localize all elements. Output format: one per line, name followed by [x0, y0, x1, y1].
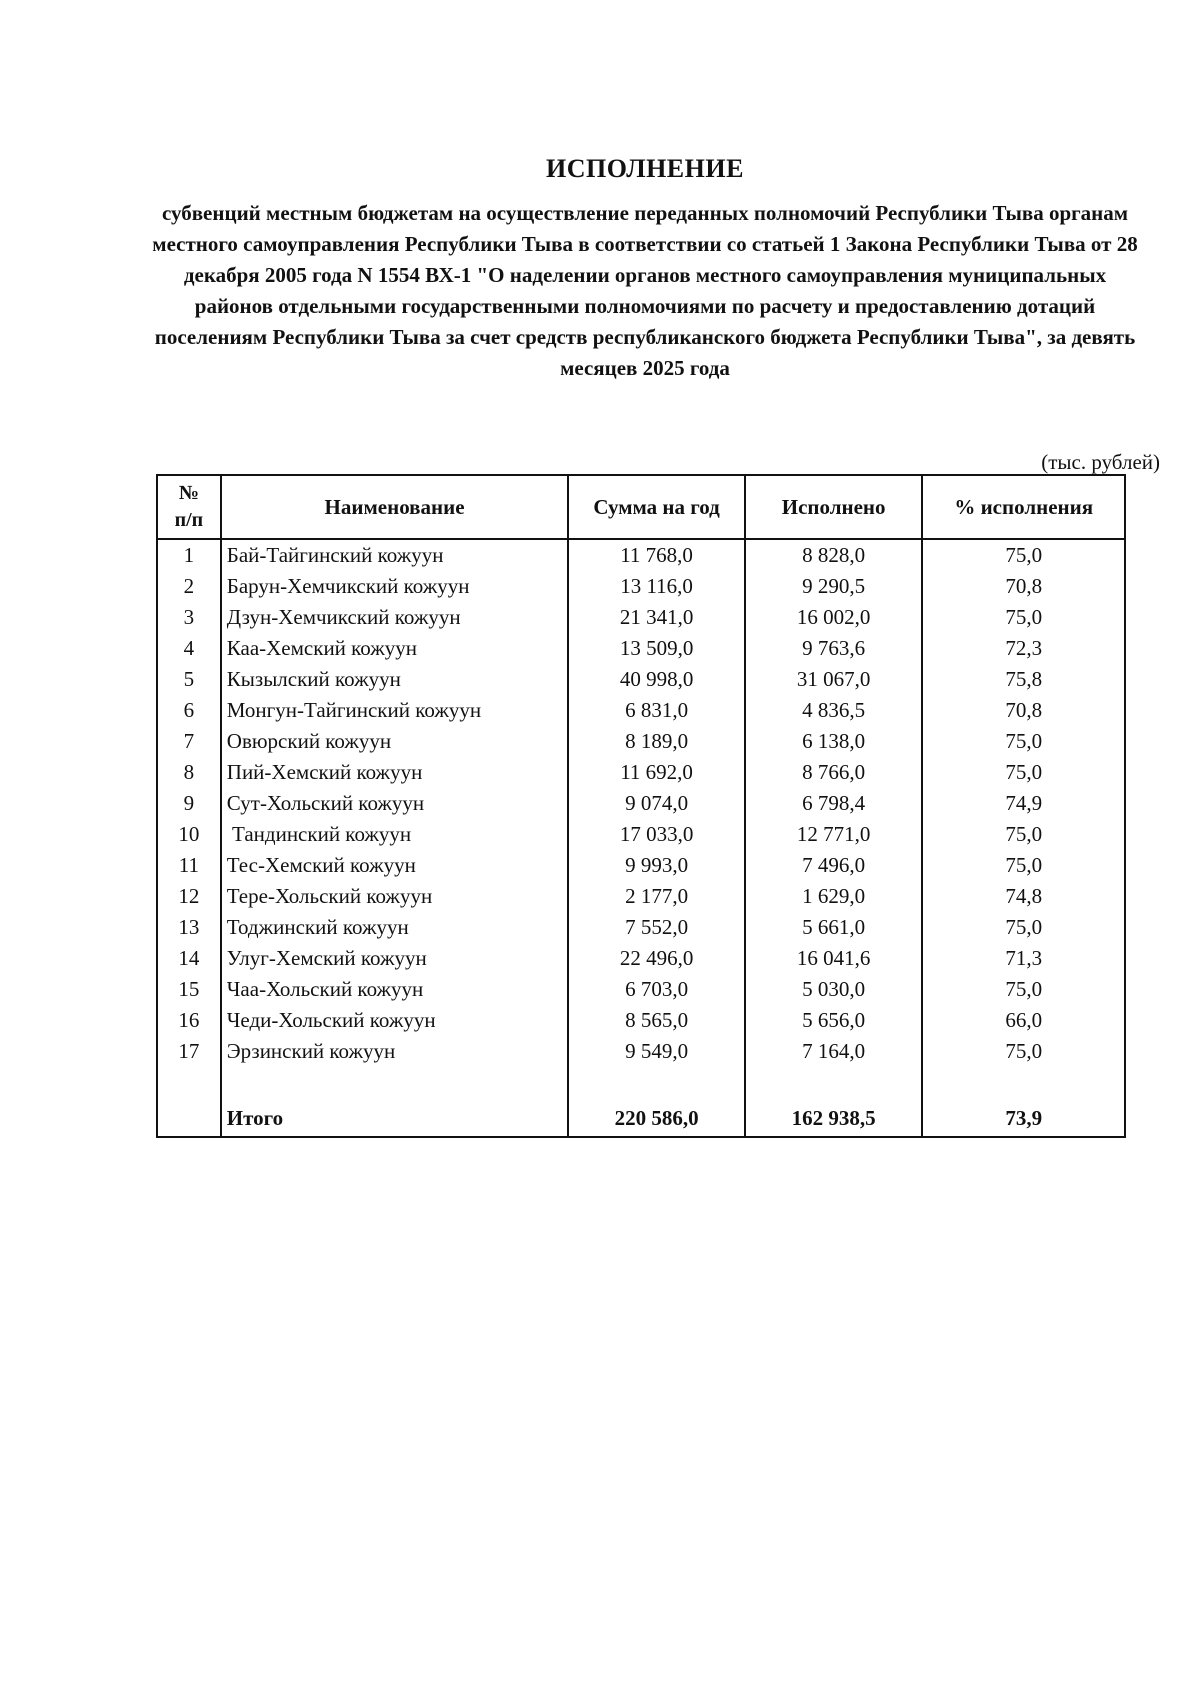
row-number: 5 [157, 664, 221, 695]
spacer-cell [221, 1067, 569, 1100]
row-number: 16 [157, 1005, 221, 1036]
table-row [157, 695, 1125, 726]
row-pct: 74,8 [922, 881, 1125, 912]
row-number: 17 [157, 1036, 221, 1067]
row-pct: 72,3 [922, 633, 1125, 664]
row-done: 8 828,0 [745, 539, 923, 571]
document-title: ИСПОЛНЕНИЕ [546, 154, 744, 183]
row-sum: 11 692,0 [568, 757, 745, 788]
row-done: 5 030,0 [745, 974, 923, 1005]
row-pct: 75,8 [922, 664, 1125, 695]
table-row [157, 819, 1125, 850]
table-row [157, 850, 1125, 881]
row-name: Тес-Хемский кожуун [221, 850, 569, 881]
total-number [157, 1100, 221, 1137]
row-name: Тоджинский кожуун [221, 912, 569, 943]
row-name: Тере-Хольский кожуун [221, 881, 569, 912]
row-sum: 13 116,0 [568, 571, 745, 602]
table-row [157, 881, 1125, 912]
row-name: Тандинский кожуун [221, 819, 569, 850]
table-header [157, 475, 1125, 539]
units-label: (тыс. рублей) [1041, 450, 1160, 474]
row-done: 1 629,0 [745, 881, 923, 912]
row-number: 13 [157, 912, 221, 943]
row-name: Эрзинский кожуун [221, 1036, 569, 1067]
header-number [157, 475, 221, 539]
row-number: 14 [157, 943, 221, 974]
table-row [157, 912, 1125, 943]
row-pct: 66,0 [922, 1005, 1125, 1036]
row-name: Кызылский кожуун [221, 664, 569, 695]
row-sum: 2 177,0 [568, 881, 745, 912]
row-pct: 75,0 [922, 850, 1125, 881]
row-sum: 7 552,0 [568, 912, 745, 943]
row-sum: 22 496,0 [568, 943, 745, 974]
execution-table [156, 474, 1126, 1138]
row-sum: 8 565,0 [568, 1005, 745, 1036]
row-done: 5 661,0 [745, 912, 923, 943]
row-sum: 6 831,0 [568, 695, 745, 726]
row-number: 1 [157, 539, 221, 571]
row-done: 6 798,4 [745, 788, 923, 819]
row-pct: 70,8 [922, 695, 1125, 726]
header-pct: % исполнения [922, 475, 1125, 539]
row-number: 8 [157, 757, 221, 788]
row-done: 6 138,0 [745, 726, 923, 757]
row-number: 6 [157, 695, 221, 726]
row-sum: 9 549,0 [568, 1036, 745, 1067]
row-pct: 75,0 [922, 602, 1125, 633]
total-label: Итого [221, 1100, 569, 1137]
spacer-cell [745, 1067, 923, 1100]
row-sum: 9 993,0 [568, 850, 745, 881]
row-number: 15 [157, 974, 221, 1005]
row-sum: 9 074,0 [568, 788, 745, 819]
header-name: Наименование [221, 475, 569, 539]
table-row [157, 571, 1125, 602]
row-sum: 6 703,0 [568, 974, 745, 1005]
header-number-line2: п/п [174, 509, 204, 531]
table-row [157, 974, 1125, 1005]
row-pct: 74,9 [922, 788, 1125, 819]
row-sum: 11 768,0 [568, 539, 745, 571]
row-sum: 8 189,0 [568, 726, 745, 757]
row-pct: 75,0 [922, 819, 1125, 850]
header-row [157, 475, 1125, 539]
document-subtitle: субвенций местным бюджетам на осуществление переданных полномочий Республики Тыва органам местного самоуправления Республики Тыва в соответствии со статьей 1 Закона Республики Тыва от 28 декабря 2005 года N 1554 ВХ-1 "О наделении органов местного самоуправления муниципальных районов отдельными государственными полномочиями по расчету и предоставлению дотаций поселениям Республики Тыва за счет средств республиканского бюджета Республики Тыва", за девять месяцев 2025 года [152, 201, 1138, 380]
row-number: 11 [157, 850, 221, 881]
row-name: Улуг-Хемский кожуун [221, 943, 569, 974]
row-number: 4 [157, 633, 221, 664]
row-pct: 75,0 [922, 539, 1125, 571]
spacer-cell [157, 1067, 221, 1100]
table-row [157, 1005, 1125, 1036]
table-row [157, 664, 1125, 695]
row-done: 16 002,0 [745, 602, 923, 633]
row-name: Чеди-Хольский кожуун [221, 1005, 569, 1036]
table-row [157, 633, 1125, 664]
header-done: Исполнено [745, 475, 923, 539]
row-name: Сут-Хольский кожуун [221, 788, 569, 819]
total-sum: 220 586,0 [568, 1100, 745, 1137]
row-done: 31 067,0 [745, 664, 923, 695]
row-sum: 17 033,0 [568, 819, 745, 850]
total-row [157, 1100, 1125, 1137]
table-row [157, 726, 1125, 757]
row-done: 9 290,5 [745, 571, 923, 602]
row-done: 7 496,0 [745, 850, 923, 881]
row-done: 16 041,6 [745, 943, 923, 974]
row-number: 7 [157, 726, 221, 757]
row-done: 8 766,0 [745, 757, 923, 788]
table-body [157, 539, 1125, 1137]
row-pct: 71,3 [922, 943, 1125, 974]
row-name: Чаа-Хольский кожуун [221, 974, 569, 1005]
row-name: Бай-Тайгинский кожуун [221, 539, 569, 571]
row-number: 12 [157, 881, 221, 912]
row-sum: 40 998,0 [568, 664, 745, 695]
table-row [157, 943, 1125, 974]
row-name: Монгун-Тайгинский кожуун [221, 695, 569, 726]
row-name: Каа-Хемский кожуун [221, 633, 569, 664]
row-pct: 75,0 [922, 974, 1125, 1005]
total-done: 162 938,5 [745, 1100, 923, 1137]
row-pct: 75,0 [922, 757, 1125, 788]
table-row [157, 788, 1125, 819]
row-done: 9 763,6 [745, 633, 923, 664]
row-name: Дзун-Хемчикский кожуун [221, 602, 569, 633]
row-sum: 13 509,0 [568, 633, 745, 664]
row-number: 2 [157, 571, 221, 602]
header-sum: Сумма на год [568, 475, 745, 539]
row-pct: 75,0 [922, 726, 1125, 757]
row-number: 3 [157, 602, 221, 633]
row-name: Овюрский кожуун [221, 726, 569, 757]
table-row [157, 539, 1125, 571]
row-number: 9 [157, 788, 221, 819]
row-sum: 21 341,0 [568, 602, 745, 633]
row-number: 10 [157, 819, 221, 850]
row-pct: 75,0 [922, 1036, 1125, 1067]
row-name: Пий-Хемский кожуун [221, 757, 569, 788]
row-name: Барун-Хемчикский кожуун [221, 571, 569, 602]
row-pct: 70,8 [922, 571, 1125, 602]
row-done: 4 836,5 [745, 695, 923, 726]
table-spacer-row [157, 1067, 1125, 1100]
table-row [157, 1036, 1125, 1067]
total-pct: 73,9 [922, 1100, 1125, 1137]
header-number-line1: № [178, 482, 199, 504]
row-pct: 75,0 [922, 912, 1125, 943]
row-done: 7 164,0 [745, 1036, 923, 1067]
row-done: 12 771,0 [745, 819, 923, 850]
spacer-cell [922, 1067, 1125, 1100]
spacer-cell [568, 1067, 745, 1100]
table-row [157, 757, 1125, 788]
row-done: 5 656,0 [745, 1005, 923, 1036]
table-row [157, 602, 1125, 633]
